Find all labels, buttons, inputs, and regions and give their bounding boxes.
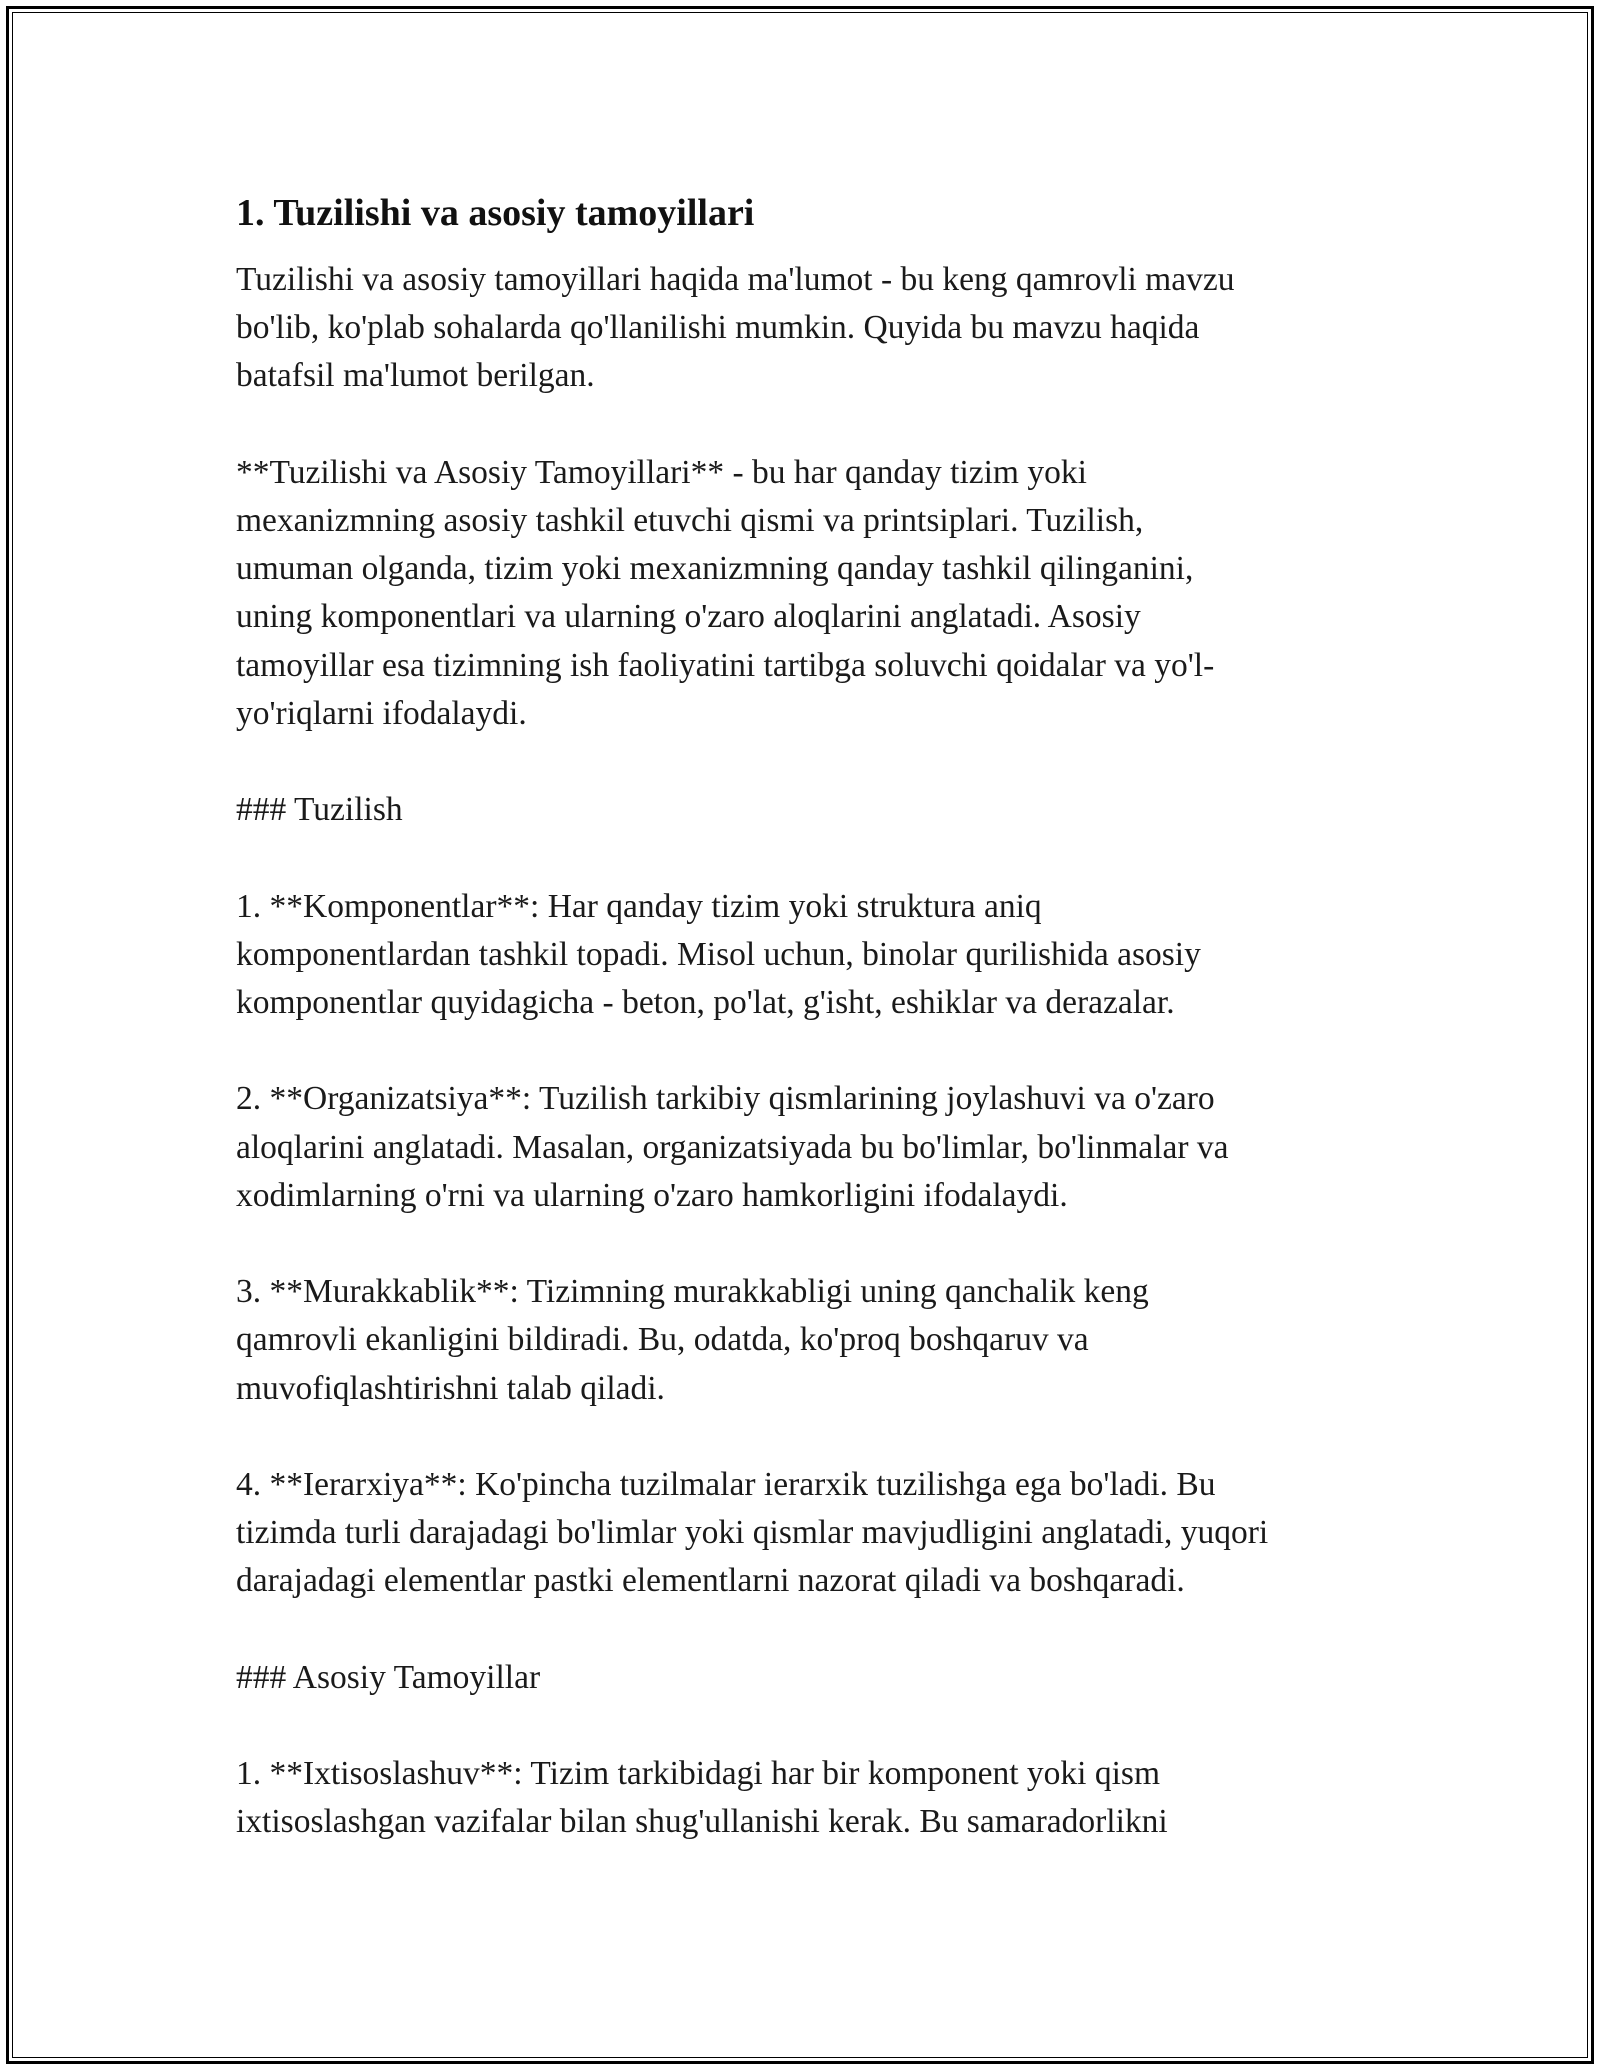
intro-paragraph: Tuzilishi va asosiy tamoyillari haqida ma'lumot - bu keng qamrovli mavzu bo'lib, ko'plab sohalarda qo'llanilishi mumkin. Quyida bu mavzu haqida batafsil ma'lumot berilgan. — [236, 261, 1235, 395]
page-title: 1. Tuzilishi va asosiy tamoyillari — [236, 192, 755, 234]
document-page — [236, 190, 1386, 1847]
list-item-komponentlar: 1. **Komponentlar**: Har qanday tizim yoki struktura aniq komponentlardan tashkil topadi. Misol uchun, binolar qurilishida asosiy komponentlar quyidagicha - beton, po'lat, g'isht, eshiklar va derazalar. — [236, 887, 1201, 1021]
list-item-organizatsiya: 2. **Organizatsiya**: Tuzilish tarkibiy qismlarining joylashuvi va o'zaro aloqlarini anglatadi. Masalan, organizatsiyada bu bo'limlar, bo'linmalar va xodimlarning o'rni va ularning o'zaro hamkorligini ifodalaydi. — [236, 1080, 1229, 1214]
list-item-ierarxiya: 4. **Ierarxiya**: Ko'pincha tuzilmalar ierarxik tuzilishga ega bo'ladi. Bu tizimda turli darajadagi bo'limlar yoki qismlar mavjudligini anglatadi, yuqori darajadagi elementlar pastki elementlarni nazorat qiladi va boshqaradi. — [236, 1465, 1269, 1600]
list-item-murakkablik: 3. **Murakkablik**: Tizimning murakkabligi uning qanchalik keng qamrovli ekanligini bildiradi. Bu, odatda, ko'proq boshqaruv va muvofiqlashtirishni talab qiladi. — [236, 1273, 1149, 1407]
section-heading-tuzilish: ### Tuzilish — [236, 791, 403, 829]
list-item-ixtisoslashuv: 1. **Ixtisoslashuv**: Tizim tarkibidagi har bir komponent yoki qism ixtisoslashgan vazifalar bilan shug'ullanishi kerak. Bu samaradorlikni — [236, 1755, 1168, 1841]
section-heading-asosiy-tamoyillar: ### Asosiy Tamoyillar — [236, 1658, 541, 1696]
definition-paragraph: **Tuzilishi va Asosiy Tamoyillari** - bu har qanday tizim yoki mexanizmning asosiy tashkil etuvchi qismi va printsiplari. Tuzilish, umuman olganda, tizim yoki mexanizmning qanday tashkil qilinganini, uning komponentlari va ularning o'zaro aloqlarini anglatadi. Asosiy tamoyillar esa tizimning ish faoliyatini tartibga soluvchi qoidalar va yo'l- yo'riqlarni ifodalaydi. — [236, 453, 1215, 732]
